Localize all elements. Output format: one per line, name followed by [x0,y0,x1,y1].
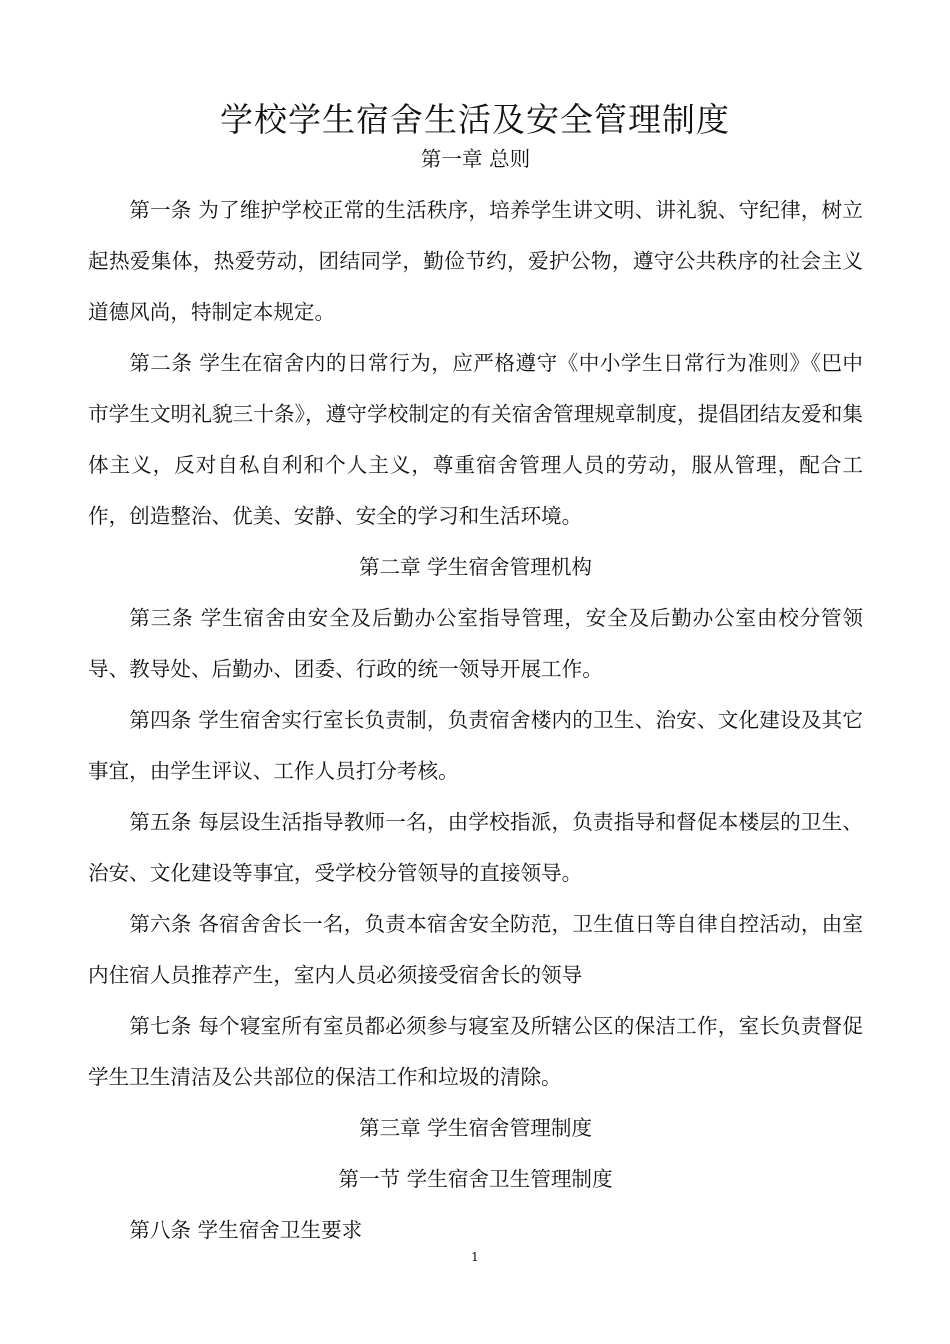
document-title: 学校学生宿舍生活及安全管理制度 [220,100,730,140]
article-1: 第一条 为了维护学校正常的生活秩序，培养学生讲文明、讲礼貌、守纪律，树立起热爱集体，热爱劳动，团结同学，勤俭节约，爱护公物，遵守公共秩序的社会主义道德风尚，特制定本规定。 [88,198,863,324]
page-number: 1 [471,1250,479,1264]
article-8: 第八条 学生宿舍卫生要求 [129,1218,363,1242]
article-2: 第二条 学生在宿舍内的日常行为，应严格遵守《中小学生日常行为准则》《巴中市学生文明礼貌三十条》，遵守学校制定的有关宿舍管理规章制度，提倡团结友爱和集体主义，反对自私自利和个人主义，尊重宿舍管理人员的劳动，服从管理，配合工作，创造整治、优美、安静、安全的学习和生活环境。 [88,351,863,528]
chapter-heading-1: 第一章 总则 [420,147,531,171]
chapter-heading-3: 第三章 学生宿舍管理制度 [358,1116,593,1140]
article-3: 第三条 学生宿舍由安全及后勤办公室指导管理，安全及后勤办公室由校分管领导、教导处、后勤办、团委、行政的统一领导开展工作。 [88,606,863,681]
article-6: 第六条 各宿舍舍长一名，负责本宿舍安全防范，卫生值日等自律自控活动，由室内住宿人员推荐产生，室内人员必须接受宿舍长的领导 [88,912,863,987]
document-body [88,134,863,1256]
chapter-heading-2: 第二章 学生宿舍管理机构 [358,555,593,579]
article-5: 第五条 每层设生活指导教师一名，由学校指派，负责指导和督促本楼层的卫生、治安、文化建设等事宜，受学校分管领导的直接领导。 [88,810,863,885]
section-heading-1: 第一节 学生宿舍卫生管理制度 [338,1167,613,1191]
article-4: 第四条 学生宿舍实行室长负责制，负责宿舍楼内的卫生、治安、文化建设及其它事宜，由学生评议、工作人员打分考核。 [88,708,863,783]
article-7: 第七条 每个寝室所有室员都必须参与寝室及所辖公区的保洁工作，室长负责督促学生卫生清洁及公共部位的保洁工作和垃圾的清除。 [88,1014,863,1089]
